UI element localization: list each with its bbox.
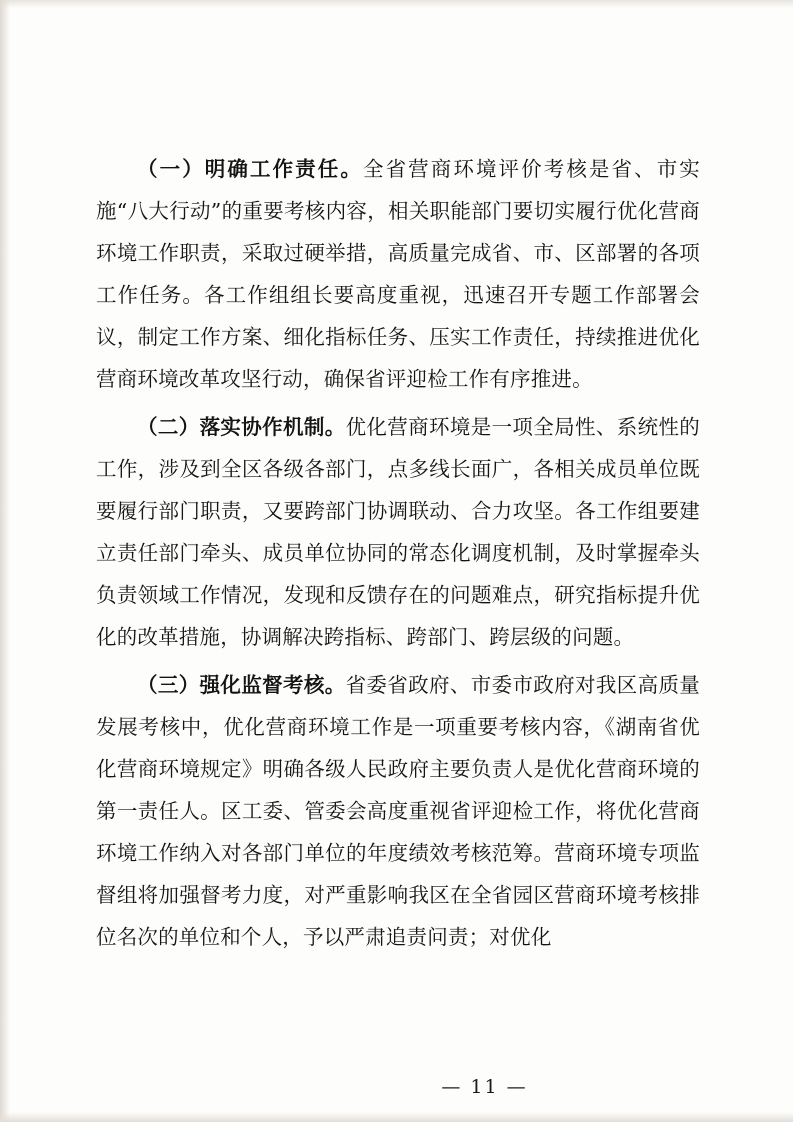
page-number: — 11 — (441, 1076, 528, 1098)
document-body (96, 148, 700, 964)
page-edge-shadow-bottom (0, 1112, 793, 1122)
paragraph-heading: （二）落实协作机制。 (137, 415, 346, 439)
paragraph (96, 664, 700, 958)
paragraph-text: 全省营商环境评价考核是省、市实施“八大行动”的重要考核内容，相关职能部门要切实履行优化营商环境工作职责，采取过硬举措，高质量完成省、市、区部署的各项工作任务。各工作组组长要高度重视，迅速召开专题工作部署会议，制定工作方案、细化指标任务、压实工作责任，持续推进优化营商环境改革攻坚行动，确保省评迎检工作有序推进。 (96, 157, 701, 391)
paragraph-text: 省委省政府、市委市政府对我区高质量发展考核中，优化营商环境工作是一项重要考核内容，《湖南省优化营商环境规定》明确各级人民政府主要负责人是优化营商环境的第一责任人。区工委、管委会高度重视省评迎检工作，将优化营商环境工作纳入对各部门单位的年度绩效考核范筹。营商环境专项监督组将加强督考力度，对严重影响我区在全省园区营商环境考核排位名次的单位和个人，予以严肃追责问责；对优化 (96, 673, 700, 949)
paragraph-heading: （一）明确工作责任。 (137, 157, 363, 181)
paragraph (96, 148, 700, 400)
paragraph-heading: （三）强化监督考核。 (137, 673, 346, 697)
page-edge-shadow-top (0, 0, 793, 8)
page-edge-shadow-left (0, 0, 10, 1122)
paragraph-text: 优化营商环境是一项全局性、系统性的工作，涉及到全区各级各部门，点多线长面广，各相关成员单位既要履行部门职责，又要跨部门协调联动、合力攻坚。各工作组要建立责任部门牵头、成员单位协同的常态化调度机制，及时掌握牵头负责领域工作情况，发现和反馈存在的问题难点，研究指标提升优化的改革措施，协调解决跨指标、跨部门、跨层级的问题。 (96, 415, 700, 649)
paragraph (96, 406, 700, 658)
